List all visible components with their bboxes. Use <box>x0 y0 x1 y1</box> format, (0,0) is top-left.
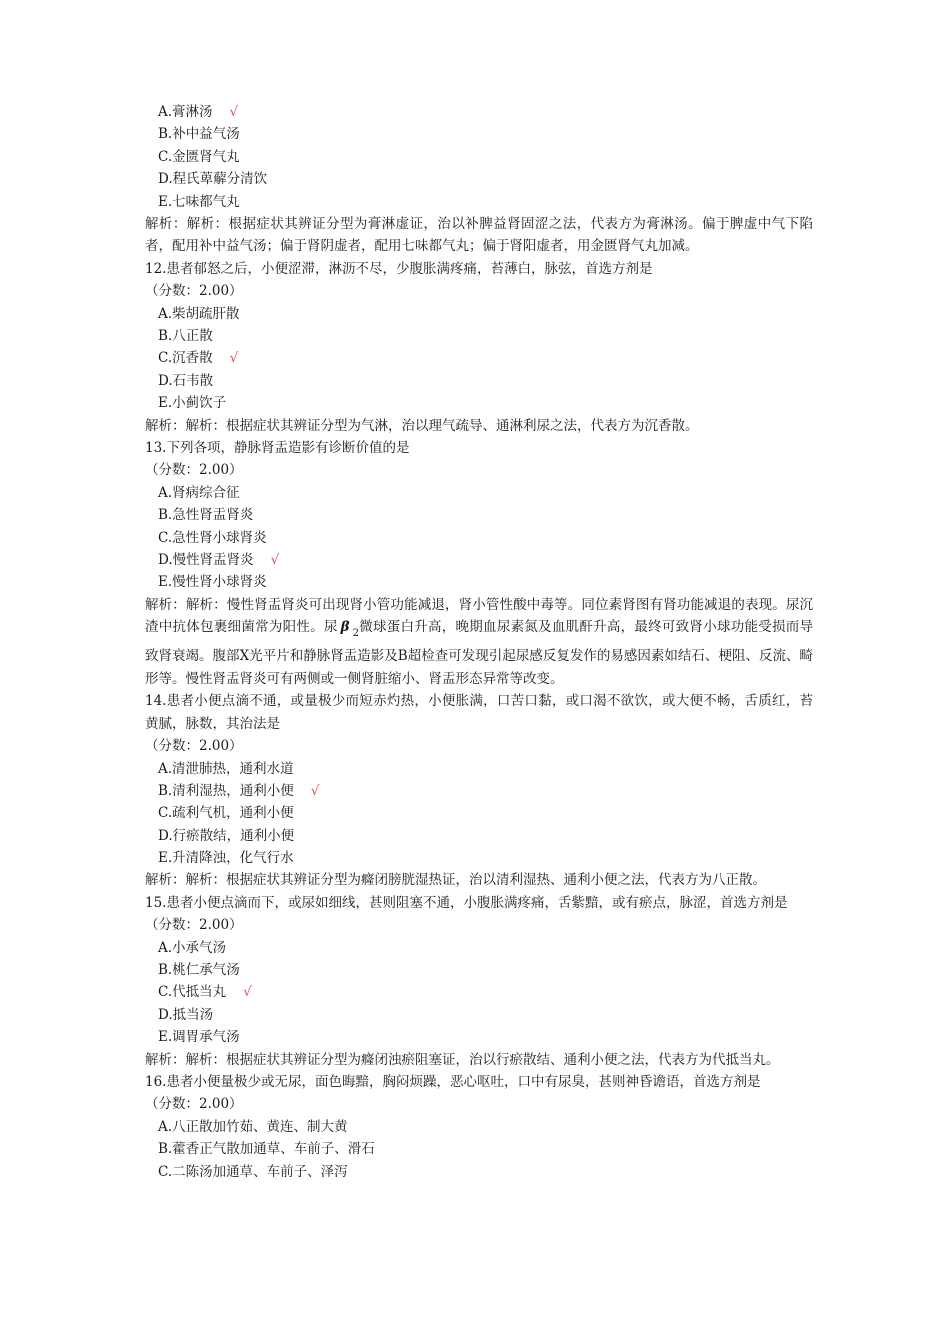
beta-symbol: β <box>340 619 350 636</box>
q15-option-c: C.代抵当丸 √ <box>158 984 252 1001</box>
q13-score: （分数：2.00） <box>145 462 243 479</box>
q13-analysis: 解析：解析：慢性肾盂肾炎可出现肾小管功能减退，肾小管性酸中毒等。同位素肾图有肾功能减退的表现。尿沉渣中抗体包裹细菌常为阳性。尿 β $_2$微球蛋白升高，晚期血尿素氮及血肌酐升高，最终可致肾小球功能受损而导致肾衰竭。腹部X光平片和静脉肾盂造影及B超检查可发现引起尿感反复发作的易感因素如结石、梗阻、反流、畸形等。慢性肾盂肾炎可有两侧或一侧肾脏缩小、肾盂形态异常等改变。 <box>145 596 814 687</box>
q14-option-b: B.清利湿热，通利小便 √ <box>158 782 320 799</box>
q15-score: （分数：2.00） <box>145 917 243 934</box>
q13-option-c: C.急性肾小球肾炎 <box>158 529 267 546</box>
q15-option-b: B.桃仁承气汤 <box>158 962 240 979</box>
q15-option-a: A.小承气汤 <box>158 939 227 956</box>
q15-question: 15.患者小便点滴而下，或尿如细线，甚则阻塞不通，小腹胀满疼痛，舌紫黯，或有瘀点，脉涩，首选方剂是 <box>145 894 788 911</box>
q11-option-e: E.七味都气丸 <box>158 193 240 210</box>
correct-answer-check-icon: √ <box>229 350 239 367</box>
q13-option-e: E.慢性肾小球肾炎 <box>158 574 267 591</box>
q16-option-b: B.藿香正气散加通草、车前子、滑石 <box>158 1141 375 1158</box>
q11-option-a: A.膏淋汤 √ <box>158 104 239 120</box>
q12-score: （分数：2.00） <box>145 283 243 300</box>
q11-analysis: 解析：解析：根据症状其辨证分型为膏淋虚证，治以补脾益肾固涩之法，代表方为膏淋汤。偏于脾虚中气下陷者，配用补中益气汤；偏于肾阴虚者，配用七味都气丸；偏于肾阳虚者，用金匮肾气丸加减。 <box>145 215 813 255</box>
q14-option-a: A.清泄肺热，通利水道 <box>158 760 294 777</box>
q12-option-a: A.柴胡疏肝散 <box>158 305 240 322</box>
subscript-two: 2 <box>352 628 359 640</box>
q12-option-b: B.八正散 <box>158 327 213 344</box>
document-content <box>145 101 813 1183</box>
q12-analysis: 解析：解析：根据症状其辨证分型为气淋，治以理气疏导、通淋利尿之法，代表方为沉香散。 <box>145 417 699 434</box>
q15-analysis: 解析：解析：根据症状其辨证分型为癃闭浊瘀阻塞证，治以行瘀散结、通利小便之法，代表方为代抵当丸。 <box>145 1051 780 1068</box>
q13-question: 13.下列各项，静脉肾盂造影有诊断价值的是 <box>145 439 410 456</box>
q15-option-e: E.调胃承气汤 <box>158 1029 240 1046</box>
q12-option-c: C.沉香散 √ <box>158 350 239 367</box>
q13-option-b: B.急性肾盂肾炎 <box>158 507 254 524</box>
q14-option-d: D.行瘀散结，通利小便 <box>158 827 295 844</box>
q11-option-d: D.程氏萆薢分清饮 <box>158 171 268 188</box>
q12-question: 12.患者郁怒之后，小便涩滞，淋沥不尽，少腹胀满疼痛，苔薄白，脉弦，首选方剂是 <box>145 260 653 277</box>
q15-option-d: D.抵当汤 <box>158 1006 214 1023</box>
q11-option-b: B.补中益气汤 <box>158 126 240 143</box>
correct-answer-check-icon: √ <box>270 551 280 568</box>
correct-answer-check-icon: √ <box>229 104 239 120</box>
correct-answer-check-icon: √ <box>310 782 320 799</box>
q12-option-e: E.小蓟饮子 <box>158 395 227 412</box>
q16-question: 16.患者小便量极少或无尿，面色晦黯，胸闷烦躁，恶心呕吐，口中有尿臭，甚则神昏谵语，首选方剂是 <box>145 1074 761 1091</box>
q11-option-c: C.金匮肾气丸 <box>158 148 240 165</box>
q16-option-c: C.二陈汤加通草、车前子、泽泻 <box>158 1163 348 1180</box>
correct-answer-check-icon: √ <box>243 984 252 1001</box>
q14-option-e: E.升清降浊，化气行水 <box>158 850 294 867</box>
q14-score: （分数：2.00） <box>145 738 243 755</box>
q13-option-d: D.慢性肾盂肾炎 √ <box>158 551 280 568</box>
q16-option-a: A.八正散加竹茹、黄连、制大黄 <box>158 1118 348 1135</box>
q16-score: （分数：2.00） <box>145 1096 243 1113</box>
q14-analysis: 解析：解析：根据症状其辨证分型为癃闭膀胱湿热证，治以清利湿热、通利小便之法，代表方为八正散。 <box>145 872 766 889</box>
q12-option-d: D.石韦散 <box>158 372 214 389</box>
q13-option-a: A.肾病综合征 <box>158 484 240 501</box>
q14-option-c: C.疏利气机，通利小便 <box>158 805 294 822</box>
q14-question: 14.患者小便点滴不通，或量极少而短赤灼热，小便胀满，口苦口黏，或口渴不欲饮，或大便不畅，舌质红，苔黄腻，脉数，其治法是 <box>145 693 813 732</box>
